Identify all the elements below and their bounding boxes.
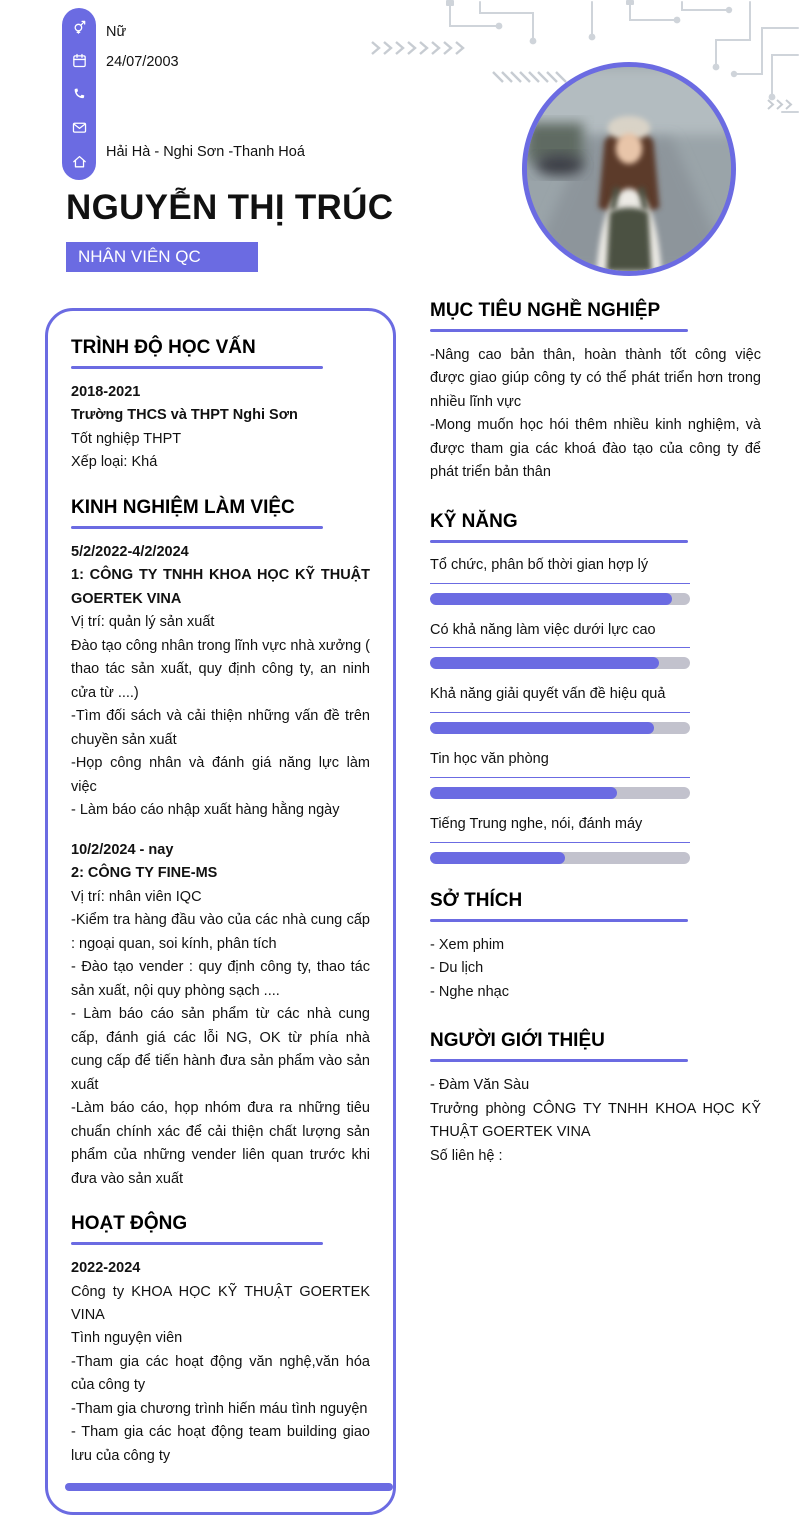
heading-rule — [71, 1242, 323, 1245]
section-hobbies — [430, 890, 761, 1004]
hobby-item: - Xem phim — [430, 936, 505, 953]
section-experience — [71, 497, 370, 1191]
skill-bar-track — [430, 852, 690, 864]
left-column — [45, 308, 396, 1515]
job-title-badge: NHÂN VIÊN QC — [66, 242, 258, 272]
heading-rule — [71, 526, 323, 529]
activities-period: 2022-2024 — [71, 1260, 141, 1277]
job-line: Đào tạo công nhân trong lĩnh vực nhà xưởng ( thao tác sản xuất, quy định công ty, an ninh cửa từ ....) — [71, 637, 370, 701]
skill-item — [430, 684, 690, 734]
contact-phone — [106, 77, 305, 107]
skill-bar-track — [430, 722, 690, 734]
heading-rule — [430, 1059, 688, 1062]
heading-rule — [430, 329, 688, 332]
heading-rule — [430, 919, 688, 922]
home-icon — [71, 153, 88, 170]
job-period: 5/2/2022-4/2/2024 — [71, 543, 189, 560]
hobby-item: - Nghe nhạc — [430, 983, 509, 1000]
education-period: 2018-2021 — [71, 384, 141, 400]
gender-value: Nữ — [106, 24, 127, 40]
skill-bar-track — [430, 787, 690, 799]
skill-label: Có khả năng làm việc dưới lực cao — [430, 620, 690, 649]
reference-line: - Đàm Văn Sàu — [430, 1077, 530, 1094]
profile-photo — [522, 62, 736, 276]
skill-bar-fill — [430, 787, 617, 799]
education-school: Trường THCS và THPT Nghi Sơn — [71, 407, 298, 424]
section-objective — [430, 300, 761, 485]
skill-bar-fill — [430, 593, 672, 605]
heading-rule — [430, 540, 688, 543]
job-line: -Làm báo cáo, họp nhóm đưa ra những tiêu chuẩn chính xác để cải thiện chất lượng sản phẩm của những vender liên quan trước khi đưa vào sản xuất — [71, 1100, 370, 1187]
dob-value: 24/07/2003 — [106, 54, 179, 70]
hobbies-heading: SỞ THÍCH — [430, 889, 523, 911]
references-heading: NGƯỜI GIỚI THIỆU — [430, 1030, 605, 1052]
activities-line: Công ty KHOA HỌC KỸ THUẬT GOERTEK VINA — [71, 1283, 370, 1323]
job-line: Vị trí: quản lý sản xuất — [71, 614, 215, 631]
education-heading: TRÌNH ĐỘ HỌC VẤN — [71, 337, 256, 358]
reference-line: Trưởng phòng CÔNG TY TNHH KHOA HỌC KỸ THUẬT GOERTEK VINA — [430, 1100, 761, 1141]
job-line: -Họp công nhân và đánh giá năng lực làm việc — [71, 755, 370, 795]
section-education — [71, 337, 370, 475]
job-line: - Đào tạo vender : quy định công ty, thao tác sản xuất, nội quy phòng sạch .... — [71, 959, 370, 999]
section-activities — [71, 1213, 370, 1468]
job-company: 2: CÔNG TY FINE-MS — [71, 865, 218, 882]
skills-heading: KỸ NĂNG — [430, 510, 518, 532]
candidate-name: NGUYỄN THỊ TRÚC — [66, 188, 394, 227]
contact-block — [106, 17, 305, 167]
job-company: 1: CÔNG TY TNHH KHOA HỌC KỸ THUẬT GOERTEK VINA — [71, 567, 370, 607]
skill-label: Khả năng giải quyết vấn đề hiệu quả — [430, 684, 690, 713]
job-line: -Kiểm tra hàng đầu vào của các nhà cung cấp : ngoại quan, soi kính, phân tích — [71, 912, 370, 952]
skill-item — [430, 814, 690, 864]
skill-label: Tổ chức, phân bố thời gian hợp lý — [430, 555, 690, 584]
skill-label: Tiếng Trung nghe, nói, đánh máy — [430, 814, 690, 843]
job-line: - Làm báo cáo sản phẩm từ các nhà cung cấp, đánh giá các lỗi NG, OK từ phía nhà cung cấp để tiến hành đưa sản phẩm vào sản xuất — [71, 1006, 370, 1093]
objective-paragraph: -Nâng cao bản thân, hoàn thành tốt công việc được giao giúp công ty có thể phát triển hơn trong nhiều lĩnh vực — [430, 347, 761, 410]
contact-gender — [106, 17, 305, 47]
experience-heading: KINH NGHIỆM LÀM VIỆC — [71, 496, 295, 518]
phone-icon — [71, 86, 88, 103]
skill-bar-fill — [430, 657, 659, 669]
skill-bar-track — [430, 593, 690, 605]
activities-line: -Tham gia các hoạt động văn nghệ,văn hóa của công ty — [71, 1353, 370, 1394]
job-line: -Tìm đối sách và cải thiện những vấn đề trên chuyền sản xuất — [71, 708, 370, 748]
address-value: Hải Hà - Nghi Sơn -Thanh Hoá — [106, 144, 305, 160]
right-column — [430, 300, 761, 1194]
gender-icon — [71, 18, 88, 35]
skill-bar-track — [430, 657, 690, 669]
skill-item — [430, 555, 690, 605]
mail-icon — [71, 119, 88, 136]
heading-rule — [71, 366, 323, 369]
job-line: Vị trí: nhân viên IQC — [71, 888, 202, 905]
activities-line: Tình nguyện viên — [71, 1330, 183, 1347]
section-references — [430, 1030, 761, 1168]
contact-email — [106, 107, 305, 137]
job-period: 10/2/2024 - nay — [71, 841, 174, 858]
objective-paragraph: -Mong muốn học hói thêm nhiều kinh nghiệm, và được tham gia các khoá đào tạo của công ty để phát triển bản thân — [430, 417, 761, 481]
reference-line: Số liên hệ : — [430, 1147, 503, 1164]
contact-dob — [106, 47, 305, 77]
hobby-item: - Du lịch — [430, 960, 484, 977]
skill-label: Tin học văn phòng — [430, 749, 690, 778]
skill-bar-fill — [430, 722, 654, 734]
calendar-icon — [71, 52, 88, 69]
activities-line: -Tham gia chương trình hiến máu tình nguyện — [71, 1400, 368, 1417]
education-line: Tốt nghiệp THPT — [71, 430, 182, 447]
skill-bar-fill — [430, 852, 565, 864]
education-line: Xếp loại: Khá — [71, 454, 158, 471]
activities-heading: HOẠT ĐỘNG — [71, 1213, 188, 1235]
section-skills — [430, 511, 761, 864]
objective-heading: MỤC TIÊU NGHỀ NGHIỆP — [430, 300, 661, 321]
job-line: - Làm báo cáo nhập xuất hàng hằng ngày — [71, 802, 340, 819]
experience-job — [71, 839, 370, 1191]
contact-address — [106, 137, 305, 167]
experience-job — [71, 541, 370, 823]
skill-item — [430, 620, 690, 670]
skill-item — [430, 749, 690, 799]
activities-line: - Tham gia các hoạt động team building giao lưu của công ty — [71, 1424, 370, 1464]
contact-icon-rail — [62, 8, 96, 180]
footer-accent-bar — [65, 1483, 393, 1491]
